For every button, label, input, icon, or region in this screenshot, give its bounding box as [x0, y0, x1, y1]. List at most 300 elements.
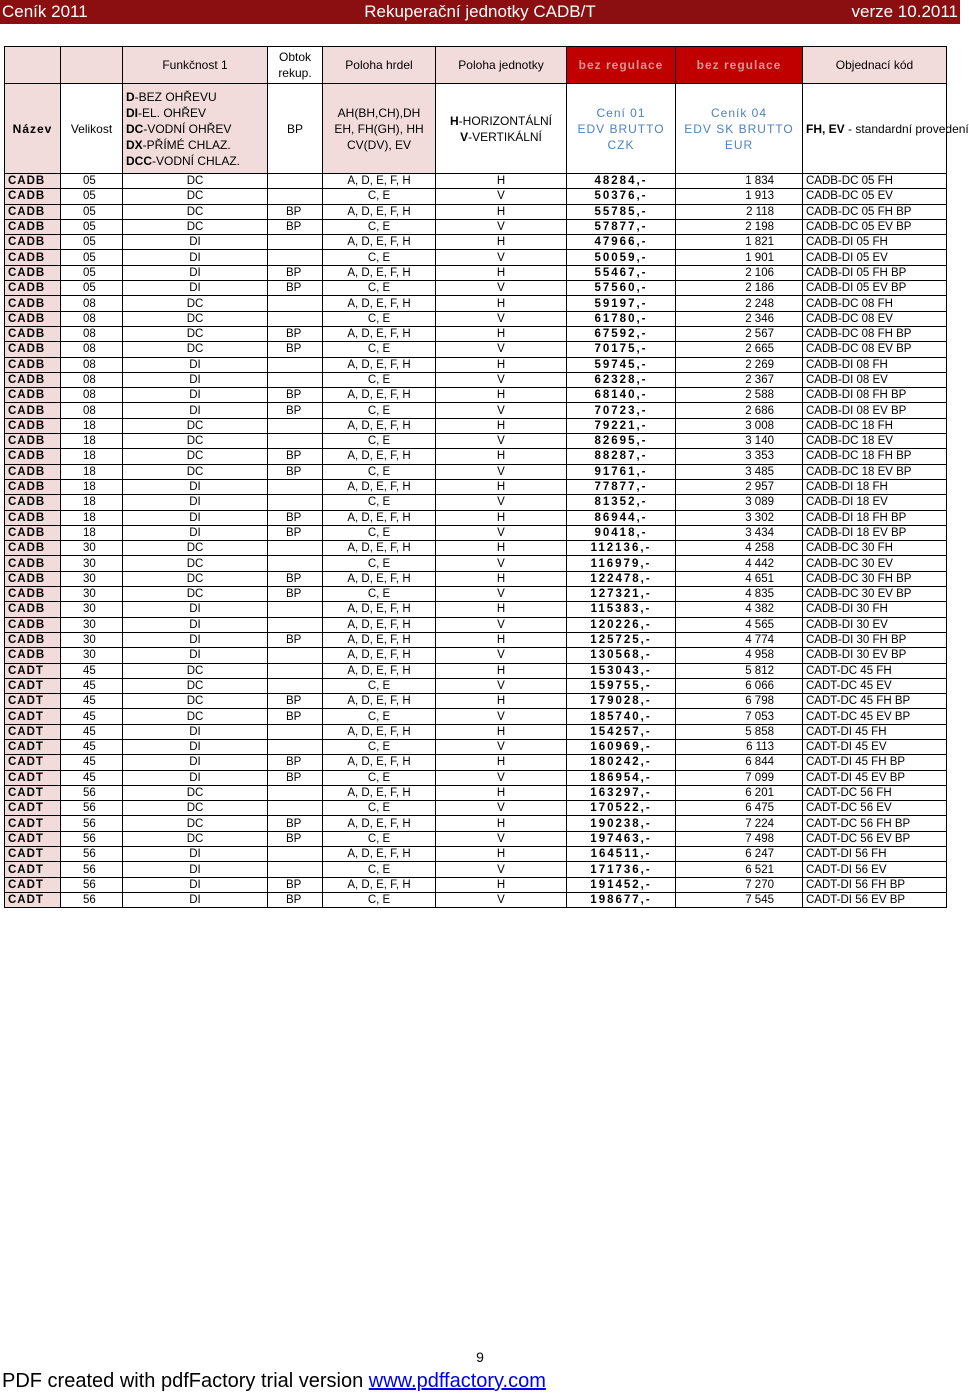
cell-velikost: 45	[61, 739, 123, 754]
cell-poloha-jednotky: H	[436, 602, 567, 617]
cell-objednaci-kod: CADT-DC 45 EV BP	[803, 709, 947, 724]
cell-poloha-hrdel: A, D, E, F, H	[323, 648, 436, 663]
cell-cena-czk: 160969,-	[567, 739, 676, 754]
cell-bp: BP	[268, 877, 323, 892]
cell-cena-eur: 4 258	[676, 541, 803, 556]
cell-poloha-hrdel: C, E	[323, 250, 436, 265]
cell-poloha-jednotky: H	[436, 265, 567, 280]
table-row	[5, 862, 947, 877]
cell-cena-eur: 3 485	[676, 464, 803, 479]
cell-cena-czk: 61780,-	[567, 311, 676, 326]
cell-funkcnost: DI	[123, 357, 268, 372]
cell-poloha-hrdel: A, D, E, F, H	[323, 418, 436, 433]
cell-poloha-jednotky: H	[436, 204, 567, 219]
cell-nazev: CADT	[5, 739, 61, 754]
cell-velikost: 45	[61, 770, 123, 785]
cell-velikost: 56	[61, 801, 123, 816]
table-row	[5, 235, 947, 250]
header-funkcnost: Funkčnost 1	[123, 47, 268, 84]
cell-velikost: 05	[61, 219, 123, 234]
cell-cena-eur: 2 198	[676, 219, 803, 234]
cell-objednaci-kod: CADT-DI 56 FH BP	[803, 877, 947, 892]
cell-velikost: 05	[61, 250, 123, 265]
cell-poloha-jednotky: H	[436, 357, 567, 372]
cell-poloha-hrdel: A, D, E, F, H	[323, 617, 436, 632]
cell-nazev: CADT	[5, 724, 61, 739]
cell-funkcnost: DI	[123, 510, 268, 525]
cell-cena-eur: 2 588	[676, 388, 803, 403]
cell-cena-czk: 70723,-	[567, 403, 676, 418]
header-title: Rekuperační jednotky CADB/T	[364, 2, 596, 21]
cell-funkcnost: DI	[123, 847, 268, 862]
cell-bp: BP	[268, 265, 323, 280]
cell-funkcnost: DC	[123, 816, 268, 831]
cell-cena-eur: 1 821	[676, 235, 803, 250]
cell-objednaci-kod: CADB-DC 30 FH BP	[803, 571, 947, 586]
cell-nazev: CADB	[5, 326, 61, 341]
cell-poloha-hrdel: A, D, E, F, H	[323, 204, 436, 219]
cell-funkcnost: DI	[123, 770, 268, 785]
cell-poloha-jednotky: V	[436, 311, 567, 326]
cell-velikost: 30	[61, 632, 123, 647]
cell-objednaci-kod: CADB-DI 05 FH	[803, 235, 947, 250]
cell-cena-czk: 185740,-	[567, 709, 676, 724]
cell-cena-eur: 3 089	[676, 495, 803, 510]
table-row	[5, 892, 947, 907]
legend-line: Ceník 04	[710, 105, 768, 120]
table-row	[5, 755, 947, 770]
cell-cena-eur: 1 901	[676, 250, 803, 265]
cell-funkcnost: DC	[123, 694, 268, 709]
cell-funkcnost: DC	[123, 678, 268, 693]
cell-velikost: 18	[61, 479, 123, 494]
page-header	[0, 0, 960, 24]
cell-nazev: CADB	[5, 556, 61, 571]
cell-velikost: 08	[61, 403, 123, 418]
cell-nazev: CADT	[5, 755, 61, 770]
cell-bp	[268, 556, 323, 571]
cell-poloha-hrdel: C, E	[323, 372, 436, 387]
cell-objednaci-kod: CADB-DC 05 EV BP	[803, 219, 947, 234]
cell-nazev: CADB	[5, 479, 61, 494]
cell-poloha-jednotky: V	[436, 342, 567, 357]
legend-bold: FH, EV	[806, 121, 845, 136]
cell-poloha-jednotky: H	[436, 877, 567, 892]
cell-objednaci-kod: CADB-DC 18 FH BP	[803, 449, 947, 464]
cell-poloha-jednotky: V	[436, 892, 567, 907]
cell-funkcnost: DC	[123, 831, 268, 846]
cell-cena-eur: 2 248	[676, 296, 803, 311]
cell-velikost: 45	[61, 694, 123, 709]
cell-velikost: 18	[61, 495, 123, 510]
cell-poloha-hrdel: A, D, E, F, H	[323, 174, 436, 189]
cell-nazev: CADB	[5, 250, 61, 265]
cell-cena-czk: 154257,-	[567, 724, 676, 739]
cell-poloha-jednotky: V	[436, 556, 567, 571]
cell-poloha-jednotky: V	[436, 770, 567, 785]
cell-velikost: 56	[61, 877, 123, 892]
cell-cena-czk: 170522,-	[567, 801, 676, 816]
footer-link[interactable]: www.pdffactory.com	[368, 1370, 546, 1392]
cell-objednaci-kod: CADB-DC 18 EV BP	[803, 464, 947, 479]
table-row	[5, 694, 947, 709]
cell-objednaci-kod: CADB-DC 08 FH BP	[803, 326, 947, 341]
cell-cena-eur: 2 567	[676, 326, 803, 341]
cell-poloha-hrdel: A, D, E, F, H	[323, 663, 436, 678]
cell-cena-eur: 6 844	[676, 755, 803, 770]
cell-poloha-hrdel: A, D, E, F, H	[323, 479, 436, 494]
cell-funkcnost: DC	[123, 541, 268, 556]
cell-velikost: 45	[61, 755, 123, 770]
cell-bp	[268, 602, 323, 617]
cell-funkcnost: DI	[123, 648, 268, 663]
cell-cena-eur: 2 118	[676, 204, 803, 219]
cell-poloha-hrdel: C, E	[323, 311, 436, 326]
cell-cena-czk: 159755,-	[567, 678, 676, 693]
cell-objednaci-kod: CADT-DC 56 FH BP	[803, 816, 947, 831]
cell-poloha-jednotky: V	[436, 464, 567, 479]
legend-line: AH(BH,CH),DH	[337, 105, 421, 120]
cell-poloha-hrdel: C, E	[323, 678, 436, 693]
cell-bp	[268, 648, 323, 663]
cell-cena-czk: 88287,-	[567, 449, 676, 464]
cell-nazev: CADB	[5, 602, 61, 617]
cell-bp	[268, 678, 323, 693]
cell-funkcnost: DC	[123, 449, 268, 464]
cell-objednaci-kod: CADB-DI 08 FH BP	[803, 388, 947, 403]
header-funkcnost-legend	[123, 84, 268, 174]
cell-poloha-jednotky: V	[436, 403, 567, 418]
cell-cena-czk: 125725,-	[567, 632, 676, 647]
cell-nazev: CADT	[5, 831, 61, 846]
cell-poloha-jednotky: H	[436, 847, 567, 862]
cell-objednaci-kod: CADT-DI 45 FH BP	[803, 755, 947, 770]
cell-cena-czk: 180242,-	[567, 755, 676, 770]
cell-poloha-jednotky: H	[436, 326, 567, 341]
cell-nazev: CADB	[5, 388, 61, 403]
cell-poloha-jednotky: V	[436, 281, 567, 296]
cell-poloha-jednotky: V	[436, 372, 567, 387]
cell-velikost: 56	[61, 892, 123, 907]
cell-cena-eur: 2 186	[676, 281, 803, 296]
cell-poloha-jednotky: V	[436, 739, 567, 754]
cell-nazev: CADT	[5, 709, 61, 724]
header-velikost: Velikost	[61, 84, 123, 174]
cell-bp	[268, 847, 323, 862]
cell-bp: BP	[268, 219, 323, 234]
table-row	[5, 831, 947, 846]
cell-poloha-jednotky: H	[436, 632, 567, 647]
cell-cena-eur: 2 665	[676, 342, 803, 357]
cell-cena-eur: 1 834	[676, 174, 803, 189]
cell-funkcnost: DC	[123, 434, 268, 449]
cell-nazev: CADT	[5, 770, 61, 785]
cell-cena-eur: 3 434	[676, 525, 803, 540]
cell-poloha-jednotky: H	[436, 388, 567, 403]
table-row	[5, 816, 947, 831]
table-row	[5, 877, 947, 892]
table-row	[5, 510, 947, 525]
cell-cena-czk: 163297,-	[567, 785, 676, 800]
cell-bp: BP	[268, 281, 323, 296]
cell-funkcnost: DC	[123, 801, 268, 816]
cell-poloha-hrdel: A, D, E, F, H	[323, 847, 436, 862]
legend-line: EH, FH(GH), HH	[334, 121, 424, 136]
cell-poloha-hrdel: A, D, E, F, H	[323, 755, 436, 770]
cell-funkcnost: DI	[123, 617, 268, 632]
cell-objednaci-kod: CADB-DC 30 EV	[803, 556, 947, 571]
cell-bp	[268, 862, 323, 877]
legend-line: CV(DV), EV	[346, 137, 411, 152]
cell-poloha-hrdel: A, D, E, F, H	[323, 326, 436, 341]
cell-cena-eur: 2 367	[676, 372, 803, 387]
cell-cena-eur: 5 858	[676, 724, 803, 739]
cell-objednaci-kod: CADB-DI 08 EV	[803, 372, 947, 387]
header-nazev: Název	[5, 84, 61, 174]
cell-objednaci-kod: CADB-DC 30 EV BP	[803, 587, 947, 602]
cell-bp	[268, 617, 323, 632]
cell-funkcnost: DI	[123, 877, 268, 892]
cell-poloha-hrdel: C, E	[323, 862, 436, 877]
cell-cena-czk: 90418,-	[567, 525, 676, 540]
cell-poloha-hrdel: C, E	[323, 556, 436, 571]
table-row	[5, 372, 947, 387]
cell-objednaci-kod: CADT-DI 56 EV BP	[803, 892, 947, 907]
cell-poloha-hrdel: A, D, E, F, H	[323, 602, 436, 617]
cell-cena-eur: 3 140	[676, 434, 803, 449]
header-cenik-01	[567, 84, 676, 174]
cell-poloha-jednotky: V	[436, 525, 567, 540]
cell-bp	[268, 250, 323, 265]
cell-objednaci-kod: CADT-DI 45 FH	[803, 724, 947, 739]
header-poloha-legend	[436, 84, 567, 174]
cell-cena-eur: 4 565	[676, 617, 803, 632]
cell-velikost: 30	[61, 556, 123, 571]
cell-objednaci-kod: CADT-DI 45 EV	[803, 739, 947, 754]
table-row	[5, 602, 947, 617]
cell-velikost: 45	[61, 678, 123, 693]
cell-nazev: CADB	[5, 449, 61, 464]
table-row	[5, 281, 947, 296]
cell-bp: BP	[268, 342, 323, 357]
cell-poloha-jednotky: V	[436, 189, 567, 204]
cell-funkcnost: DI	[123, 388, 268, 403]
table-row	[5, 801, 947, 816]
cell-objednaci-kod: CADB-DI 30 FH BP	[803, 632, 947, 647]
table-row	[5, 632, 947, 647]
cell-velikost: 45	[61, 663, 123, 678]
cell-nazev: CADB	[5, 571, 61, 586]
cell-funkcnost: DI	[123, 755, 268, 770]
cell-funkcnost: DI	[123, 250, 268, 265]
table-row	[5, 617, 947, 632]
cell-funkcnost: DI	[123, 495, 268, 510]
cell-funkcnost: DI	[123, 403, 268, 418]
cell-poloha-hrdel: A, D, E, F, H	[323, 571, 436, 586]
table-row	[5, 204, 947, 219]
cell-velikost: 18	[61, 418, 123, 433]
cell-nazev: CADB	[5, 311, 61, 326]
cell-nazev: CADB	[5, 632, 61, 647]
cell-nazev: CADB	[5, 174, 61, 189]
cell-poloha-hrdel: A, D, E, F, H	[323, 541, 436, 556]
cell-cena-eur: 6 521	[676, 862, 803, 877]
cell-poloha-hrdel: A, D, E, F, H	[323, 296, 436, 311]
cell-objednaci-kod: CADB-DI 05 EV BP	[803, 281, 947, 296]
cell-cena-eur: 4 651	[676, 571, 803, 586]
header-poloha-hrdel: Poloha hrdel	[323, 47, 436, 84]
cell-poloha-hrdel: C, E	[323, 403, 436, 418]
cell-cena-czk: 86944,-	[567, 510, 676, 525]
cell-cena-czk: 179028,-	[567, 694, 676, 709]
legend-line: H-HORIZONTÁLNÍ	[449, 113, 552, 128]
page-number: 9	[476, 1349, 484, 1365]
cell-cena-czk: 130568,-	[567, 648, 676, 663]
cell-poloha-jednotky: H	[436, 296, 567, 311]
cell-poloha-jednotky: V	[436, 587, 567, 602]
cell-funkcnost: DI	[123, 281, 268, 296]
cell-cena-eur: 2 686	[676, 403, 803, 418]
cell-poloha-hrdel: A, D, E, F, H	[323, 510, 436, 525]
header-bez-regulace: bez regulace	[567, 47, 676, 84]
cell-poloha-hrdel: A, D, E, F, H	[323, 235, 436, 250]
cell-nazev: CADT	[5, 663, 61, 678]
cell-cena-eur: 6 247	[676, 847, 803, 862]
cell-funkcnost: DI	[123, 892, 268, 907]
cell-cena-czk: 57877,-	[567, 219, 676, 234]
table-row	[5, 296, 947, 311]
header-blank	[61, 47, 123, 84]
cell-cena-czk: 190238,-	[567, 816, 676, 831]
cell-funkcnost: DC	[123, 326, 268, 341]
table-row	[5, 434, 947, 449]
cell-bp	[268, 541, 323, 556]
cell-velikost: 30	[61, 617, 123, 632]
cell-cena-czk: 68140,-	[567, 388, 676, 403]
cell-cena-czk: 57560,-	[567, 281, 676, 296]
cell-poloha-hrdel: A, D, E, F, H	[323, 877, 436, 892]
cell-poloha-hrdel: C, E	[323, 892, 436, 907]
table-row	[5, 403, 947, 418]
cell-objednaci-kod: CADB-DI 18 EV	[803, 495, 947, 510]
cell-cena-czk: 186954,-	[567, 770, 676, 785]
price-rows	[5, 174, 947, 908]
cell-velikost: 08	[61, 357, 123, 372]
cell-funkcnost: DI	[123, 724, 268, 739]
cell-objednaci-kod: CADB-DI 18 EV BP	[803, 525, 947, 540]
cell-cena-czk: 77877,-	[567, 479, 676, 494]
cell-cena-eur: 3 302	[676, 510, 803, 525]
cell-objednaci-kod: CADB-DC 05 FH BP	[803, 204, 947, 219]
cell-nazev: CADB	[5, 372, 61, 387]
legend-line: V-VERTIKÁLNÍ	[460, 129, 542, 144]
cell-bp: BP	[268, 694, 323, 709]
cell-poloha-hrdel: A, D, E, F, H	[323, 357, 436, 372]
cell-poloha-hrdel: C, E	[323, 434, 436, 449]
cell-cena-czk: 197463,-	[567, 831, 676, 846]
cell-velikost: 30	[61, 602, 123, 617]
cell-velikost: 08	[61, 296, 123, 311]
cell-nazev: CADT	[5, 877, 61, 892]
table-row	[5, 479, 947, 494]
cell-cena-eur: 4 442	[676, 556, 803, 571]
cell-funkcnost: DC	[123, 174, 268, 189]
cell-bp: BP	[268, 755, 323, 770]
cell-funkcnost: DI	[123, 372, 268, 387]
cell-objednaci-kod: CADT-DC 56 EV	[803, 801, 947, 816]
cell-cena-czk: 127321,-	[567, 587, 676, 602]
cell-poloha-hrdel: C, E	[323, 281, 436, 296]
table-row	[5, 342, 947, 357]
cell-velikost: 56	[61, 862, 123, 877]
table-row	[5, 174, 947, 189]
cell-poloha-jednotky: H	[436, 785, 567, 800]
table-row	[5, 250, 947, 265]
table-row	[5, 724, 947, 739]
cell-velikost: 05	[61, 174, 123, 189]
cell-bp	[268, 739, 323, 754]
cell-cena-czk: 67592,-	[567, 326, 676, 341]
cell-funkcnost: DI	[123, 479, 268, 494]
cell-objednaci-kod: CADB-DC 18 EV	[803, 434, 947, 449]
cell-poloha-jednotky: V	[436, 862, 567, 877]
cell-objednaci-kod: CADB-DI 30 FH	[803, 602, 947, 617]
cell-cena-eur: 2 957	[676, 479, 803, 494]
cell-objednaci-kod: CADB-DC 08 EV BP	[803, 342, 947, 357]
cell-velikost: 56	[61, 847, 123, 862]
cell-poloha-jednotky: V	[436, 250, 567, 265]
table-row	[5, 556, 947, 571]
cell-velikost: 08	[61, 311, 123, 326]
legend-line: D-BEZ OHŘEVU	[126, 89, 217, 104]
cell-objednaci-kod: CADB-DC 08 FH	[803, 296, 947, 311]
cell-objednaci-kod: CADB-DC 18 FH	[803, 418, 947, 433]
cell-bp	[268, 495, 323, 510]
cell-funkcnost: DC	[123, 663, 268, 678]
cell-cena-czk: 198677,-	[567, 892, 676, 907]
cell-cena-eur: 4 958	[676, 648, 803, 663]
cell-velikost: 18	[61, 510, 123, 525]
table-row	[5, 525, 947, 540]
cell-poloha-hrdel: A, D, E, F, H	[323, 449, 436, 464]
cell-cena-eur: 1 913	[676, 189, 803, 204]
table-row	[5, 418, 947, 433]
cell-velikost: 08	[61, 388, 123, 403]
cell-objednaci-kod: CADB-DI 08 FH	[803, 357, 947, 372]
table-row	[5, 219, 947, 234]
cell-cena-czk: 79221,-	[567, 418, 676, 433]
cell-velikost: 45	[61, 709, 123, 724]
cell-objednaci-kod: CADB-DI 30 EV	[803, 617, 947, 632]
cell-cena-czk: 70175,-	[567, 342, 676, 357]
legend-text: - standardní provedení	[844, 121, 969, 136]
header-hrdla-legend	[323, 84, 436, 174]
cell-funkcnost: DI	[123, 739, 268, 754]
cell-cena-eur: 4 382	[676, 602, 803, 617]
header-row-2	[5, 84, 947, 174]
cell-bp: BP	[268, 464, 323, 479]
cell-cena-czk: 81352,-	[567, 495, 676, 510]
cell-funkcnost: DC	[123, 189, 268, 204]
cell-objednaci-kod: CADT-DC 56 FH	[803, 785, 947, 800]
cell-objednaci-kod: CADT-DC 45 FH	[803, 663, 947, 678]
legend-line: DI-EL. OHŘEV	[126, 105, 207, 120]
cell-funkcnost: DC	[123, 342, 268, 357]
cell-poloha-hrdel: A, D, E, F, H	[323, 388, 436, 403]
legend-line: EDV BRUTTO	[577, 121, 665, 136]
cell-funkcnost: DC	[123, 296, 268, 311]
cell-poloha-jednotky: H	[436, 816, 567, 831]
